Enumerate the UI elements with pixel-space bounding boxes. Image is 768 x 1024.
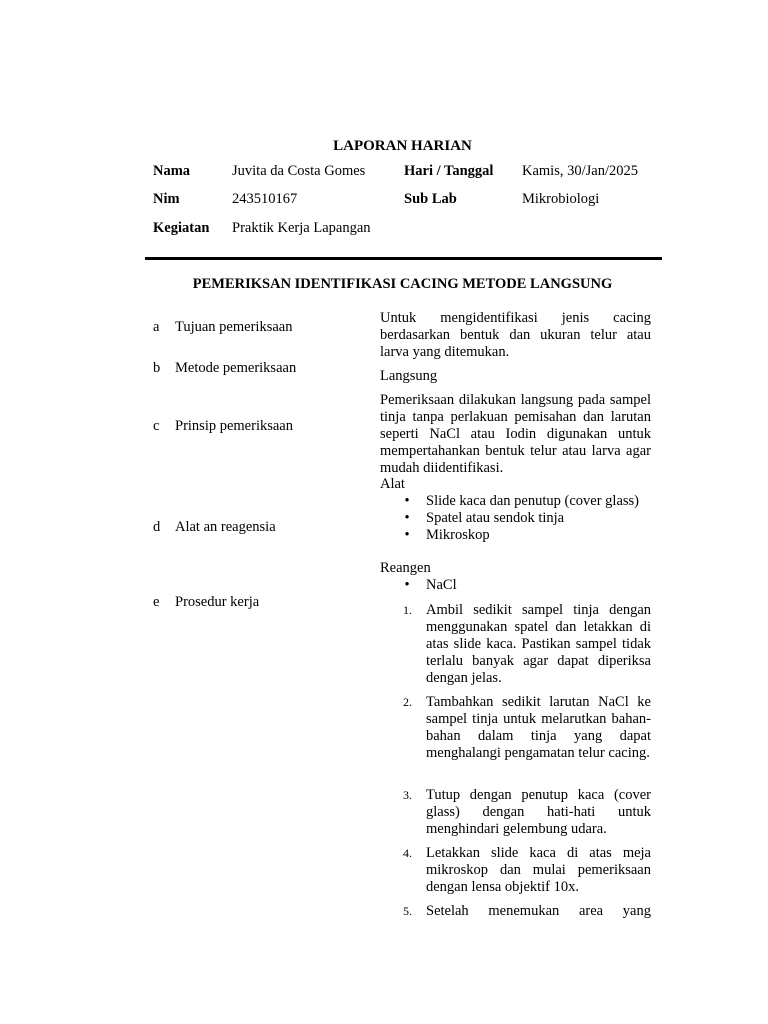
item-label-prosedur: Prosedur kerja <box>175 594 260 610</box>
nim-label: Nim <box>153 191 180 207</box>
divider <box>145 257 662 260</box>
nim-value: 243510167 <box>232 191 298 207</box>
list-item: • NaCl <box>404 577 457 593</box>
step-number: 4. <box>403 846 412 860</box>
nama-value: Juvita da Costa Gomes <box>232 163 366 179</box>
step-text: Tambahkan sedikit larutan NaCl ke sampel tinja untuk melarutkan bahan-bahan dalam tinja yang dapat menghalangi pengamatan telur cacing. <box>426 694 651 761</box>
section-title: PEMERIKSAN IDENTIFIKASI CACING METODE LANGSUNG <box>192 276 613 292</box>
step-text: Letakkan slide kaca di atas meja mikroskop dan mulai pemeriksaan dengan lensa objektif 10x. <box>426 845 651 895</box>
alat-item-2: Spatel atau sendok tinja <box>426 510 565 526</box>
hari-tanggal-value: Kamis, 30/Jan/2025 <box>522 163 638 179</box>
item-letter-c: c <box>153 418 160 434</box>
report-title: LAPORAN HARIAN <box>333 138 472 154</box>
list-item: • Mikroskop <box>404 527 490 543</box>
metode-text: Langsung <box>380 368 438 384</box>
kegiatan-label: Kegiatan <box>153 220 210 236</box>
item-label-prinsip: Prinsip pemeriksaan <box>175 418 293 434</box>
item-letter-b: b <box>153 360 161 376</box>
step-number: 2. <box>403 695 412 709</box>
reagen-item-1: NaCl <box>426 577 457 593</box>
step-number: 3. <box>403 788 412 802</box>
nama-label: Nama <box>153 163 191 179</box>
alat-heading: Alat <box>380 476 405 492</box>
prosedur-step-1 <box>400 602 651 687</box>
step-text: Tutup dengan penutup kaca (cover glass) dengan hati-hati untuk menghindari gelembung udara. <box>426 787 651 837</box>
hari-tanggal-label: Hari / Tanggal <box>404 163 494 179</box>
kegiatan-value: Praktik Kerja Lapangan <box>232 220 371 236</box>
reagen-list <box>400 577 651 594</box>
alat-list <box>400 493 651 544</box>
step-number: 5. <box>403 904 412 918</box>
prosedur-step-2 <box>400 694 651 762</box>
list-item: • Spatel atau sendok tinja <box>404 510 565 526</box>
item-letter-d: d <box>153 519 161 535</box>
prinsip-text: Pemeriksaan dilakukan langsung pada sampel tinja tanpa perlakuan pemisahan dan larutan seperti NaCl atau Iodin digunakan untuk mempertahankan bentuk telur atau larva agar mudah diidentifikasi. <box>380 392 651 476</box>
prosedur-step-5 <box>400 903 651 920</box>
item-label-alat: Alat an reagensia <box>175 519 276 535</box>
item-label-metode: Metode pemeriksaan <box>175 360 297 376</box>
prosedur-step-3 <box>400 787 651 838</box>
item-letter-e: e <box>153 594 160 610</box>
item-label-tujuan: Tujuan pemeriksaan <box>175 319 293 335</box>
item-letter-a: a <box>153 319 160 335</box>
list-item: • Slide kaca dan penutup (cover glass) <box>404 493 639 509</box>
step-text: Setelah menemukan area yang <box>426 903 651 919</box>
prosedur-step-4 <box>400 845 651 896</box>
step-number: 1. <box>403 603 412 617</box>
sub-lab-value: Mikrobiologi <box>522 191 600 207</box>
alat-item-3: Mikroskop <box>426 527 490 543</box>
tujuan-text: Untuk mengidentifikasi jenis cacing berdasarkan bentuk dan ukuran telur atau larva yang ditemukan. <box>380 310 651 360</box>
reagen-heading: Reangen <box>380 560 431 576</box>
step-text: Ambil sedikit sampel tinja dengan menggunakan spatel dan letakkan di atas slide kaca. Pastikan sampel tidak terlalu banyak agar dapat diperiksa dengan jelas. <box>426 602 651 686</box>
alat-item-1: Slide kaca dan penutup (cover glass) <box>426 493 639 509</box>
sub-lab-label: Sub Lab <box>404 191 457 207</box>
